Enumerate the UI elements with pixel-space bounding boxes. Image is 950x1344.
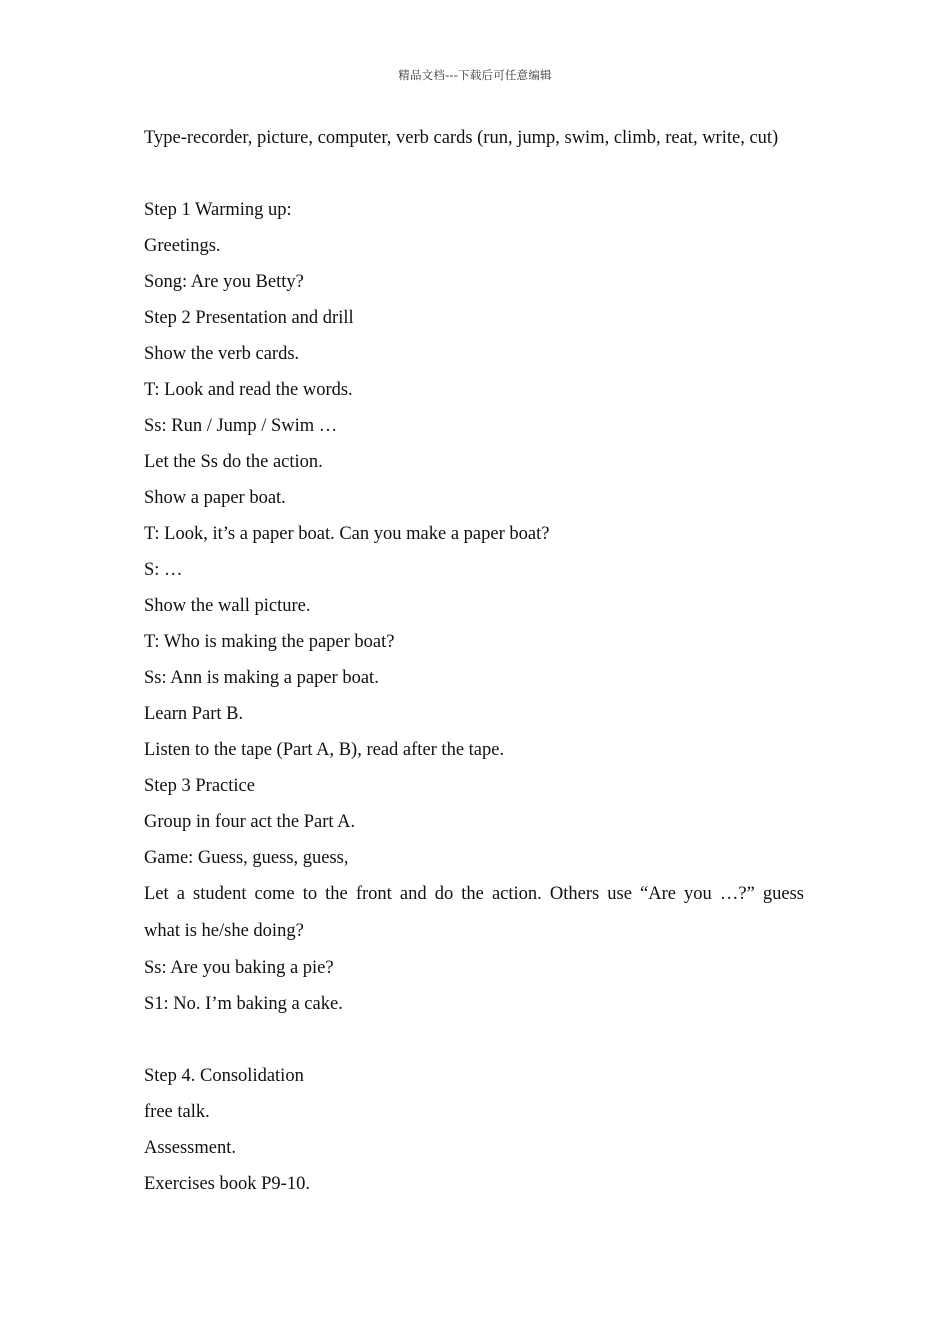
- step-2-heading: Step 2 Presentation and drill: [144, 308, 354, 328]
- text-line: Show a paper boat.: [144, 488, 286, 508]
- text-line: T: Look and read the words.: [144, 380, 353, 400]
- text-line-justified: Let a student come to the front and do the action. Others use “Are you …?” guess: [144, 884, 804, 904]
- text-line: Ss: Run / Jump / Swim …: [144, 416, 338, 436]
- text-line: Show the wall picture.: [144, 596, 311, 616]
- step-4-heading: Step 4. Consolidation: [144, 1066, 304, 1086]
- text-line: Group in four act the Part A.: [144, 812, 356, 832]
- blank-line: [144, 1022, 804, 1058]
- step-1-heading: Step 1 Warming up:: [144, 200, 292, 220]
- text-line: Ss: Ann is making a paper boat.: [144, 668, 379, 688]
- text-line: Show the verb cards.: [144, 344, 300, 364]
- text-line: Listen to the tape (Part A, B), read after the tape.: [144, 740, 505, 760]
- page-header: 精品文档---下载后可任意编辑: [398, 68, 552, 82]
- text-line: what is he/she doing?: [144, 921, 304, 941]
- blank-line: [144, 156, 804, 192]
- step-3-heading: Step 3 Practice: [144, 776, 255, 796]
- text-line: T: Look, it’s a paper boat. Can you make a paper boat?: [144, 524, 550, 544]
- text-line: Song: Are you Betty?: [144, 272, 304, 292]
- text-line: Learn Part B.: [144, 704, 244, 724]
- document-body: [144, 120, 804, 1202]
- materials-line: Type-recorder, picture, computer, verb cards (run, jump, swim, climb, reat, write, cut): [144, 128, 779, 148]
- text-line: Let the Ss do the action.: [144, 452, 323, 472]
- text-line: free talk.: [144, 1102, 210, 1122]
- text-line: Greetings.: [144, 236, 221, 256]
- text-line: Ss: Are you baking a pie?: [144, 958, 334, 978]
- text-line: Assessment.: [144, 1138, 236, 1158]
- text-line: T: Who is making the paper boat?: [144, 632, 395, 652]
- text-line: S1: No. I’m baking a cake.: [144, 994, 343, 1014]
- text-line: Exercises book P9-10.: [144, 1174, 310, 1194]
- text-line: S: …: [144, 560, 183, 580]
- text-line: Game: Guess, guess, guess,: [144, 848, 349, 868]
